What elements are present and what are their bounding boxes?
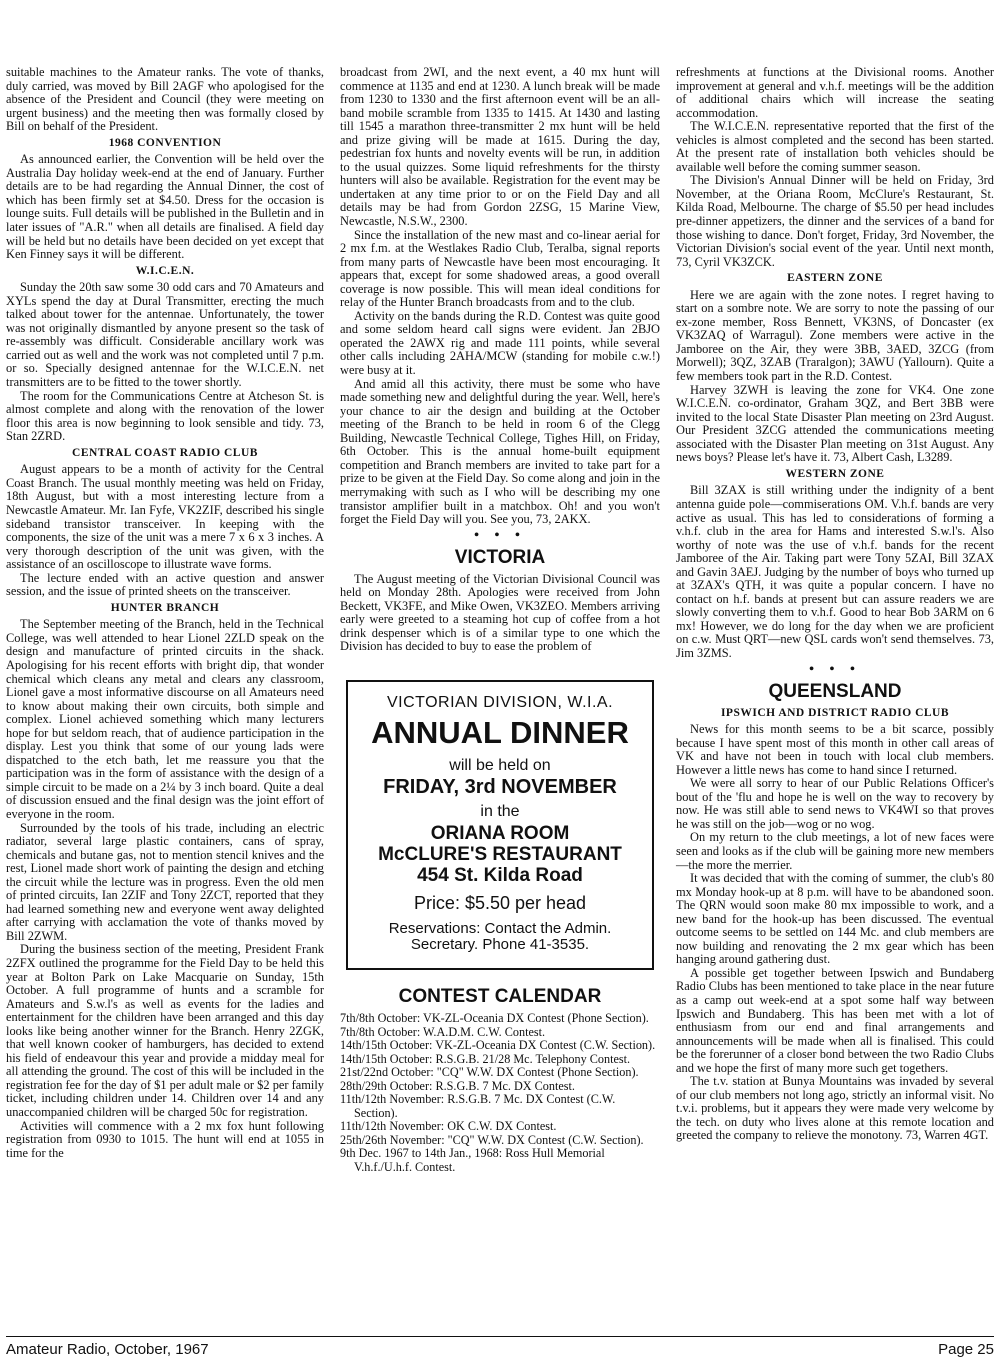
- publication-info: Amateur Radio, October, 1967: [6, 1341, 209, 1358]
- paragraph: As announced earlier, the Convention will be held over the Australia Day holiday week-end at the end of January. Further details are to be had regarding the Annual Dinner, the cost of which has been firmly set at $4.50. Dress for the occasion is lounge suits. Full details will be published in the Bulletin and in later issues of "A.R." when all details are finalised. A field day will be held but no details have been decided on yet except that Ken Finney says it will be different.: [6, 152, 324, 262]
- column-2: [340, 66, 660, 1174]
- paragraph: A possible get together between Ipswich and Bundaberg Radio Clubs has been mentioned to take place in the near future as a camp out week-end at a spot some half way between Ipswich and Bundaberg. This has been met with a lot of enthusiasm from our end and final arrangements and announcements will be made when all is finalised. This could be the forerunner of a closer bond between the two Radio Clubs and we hope the first of many more such get togethers.: [676, 965, 994, 1075]
- calendar-entry: 25th/26th November: "CQ" W.W. DX Contest (C.W. Section).: [340, 1132, 644, 1147]
- paragraph: Harvey 3ZWH is leaving the zone for VK4. One zone W.I.C.E.N. co-ordinator, Graham 3QZ, and Bert 3BB were invited to the local State Disaster Plan meeting on 23rd August. Our President 3ZCG attended the communications meeting associated with the Disaster Plan meeting on 31st August. Any news boys? Please let's have it. 73, Albert Cash, L3289.: [676, 382, 994, 465]
- paragraph: Sunday the 20th saw some 30 odd cars and 70 Amateurs and XYLs spend the day at Dural Transmitter, erecting the much talked about tower for the antennae. Unfortunately, the tower was not originally dismantled by anyone present so the task of re-assembly was difficult. Considerable ancillary work was carried out as well and the work was not completed until 7 p.m. or so. Specially designed antennae for the W.I.C.E.N. net transmitters are to be fitted to the tower shortly.: [6, 280, 324, 390]
- paragraph: suitable machines to the Amateur ranks. The vote of thanks, duly carried, was moved by Bill 2AGF who apologised for the absence of the President and Council (they were meeting on urgent business) and the meeting then was formally closed by Bill on behalf of the President.: [6, 65, 324, 134]
- paragraph: The W.I.C.E.N. representative reported that the first of the vehicles is almost completed and the second has been started. At the present rate of installation both vehicles should be available well before the coming summer season.: [676, 119, 994, 174]
- paragraph: We were all sorry to hear of our Public Relations Officer's bout of the 'flu and hope he is well on the way to recovery by now. He was still able to send news to VK4WI so that proves he was still on the job—wog or no wog.: [676, 776, 994, 831]
- section-heading-eastern-zone: EASTERN ZONE: [787, 272, 883, 285]
- paragraph: Activity on the bands during the R.D. Contest was quite good and some seldom heard call signs were evident. Jan 2BJO operated the 2AWX rig and made 111 points, while several other calls including 2AHA/MCW (standing for mobile c.w.!) were busy at it.: [340, 308, 660, 378]
- ad-date: FRIDAY, 3rd NOVEMBER: [383, 776, 617, 799]
- ad-address: 454 St. Kilda Road: [417, 865, 583, 887]
- paragraph: On my return to the club meetings, a lot of new faces were seen and looks as if the club will be gaining more new members—the more the merrier.: [676, 830, 994, 872]
- page-footer: [6, 1336, 994, 1358]
- calendar-entry: 21st/22nd October: "CQ" W.W. DX Contest (Phone Section).: [340, 1065, 639, 1080]
- page-number: Page 25: [938, 1341, 994, 1358]
- calendar-entry: 7th/8th October: VK-ZL-Oceania DX Contest (Phone Section).: [340, 1011, 649, 1026]
- section-heading-western-zone: WESTERN ZONE: [785, 467, 885, 480]
- ad-price: Price: $5.50 per head: [413, 892, 587, 913]
- paragraph: The Division's Annual Dinner will be held on Friday, 3rd November, at the Oriana Room, McClure's Restaurant, St. Kilda Road, Melbourne. The charge of $5.50 per head includes pre-dinner appetizers, the dinner and the services of a band for those wishing to dance. Don't forget, Friday, 3rd November, the Victorian Division's social event of the year. Until next month, 73, Cyril VK3ZCK.: [676, 173, 994, 269]
- column-1: [6, 66, 324, 1160]
- paragraph: During the business section of the meeting, President Frank 2ZFX outlined the programme for the Field Day to be held this year at Bolton Park on Lake Macquarie on Sunday, 15th October. A full programme of hunts and a scramble for Amateurs and S.w.l's as well as events for the ladies and entertainment for the children have been arranged and this day looks like being another winner for the Branch. Henry 2ZGK, that well known cooker of hamburgers, has decided to extend his field of endeavour this year and provide a midday meal for all attending the ground. The cost of this will be included in the registration fee for the day of $1 per adult male or $2 per family ticket, including children under 14. Children over 14 and any unaccompanied children will be charged 50c for registration.: [6, 942, 324, 1120]
- ad-organisation: VICTORIAN DIVISION, W.I.A.: [386, 693, 614, 711]
- calendar-entry: 14th/15th October: R.S.G.B. 21/28 Mc. Telephony Contest.: [340, 1051, 631, 1066]
- ad-title: ANNUAL DINNER: [371, 714, 629, 750]
- column-3: [676, 66, 994, 1143]
- calendar-entry: 14th/15th October: VK-ZL-Oceania DX Contest (C.W. Section).: [340, 1038, 656, 1053]
- ad-restaurant: McCLURE'S RESTAURANT: [378, 843, 622, 865]
- calendar-entry: 9th Dec. 1967 to 14th Jan., 1968: Ross Hull Memorial V.h.f./U.h.f. Contest.: [340, 1146, 605, 1174]
- ad-text: will be held on: [449, 756, 551, 774]
- paragraph: And amid all this activity, there must be some who have made something new and delightful during the year. Well, here's your chance to air the design and building at the October meeting of the Branch to be held in room 6 of the Clegg Building, Newcastle Technical College, Tighes Hill, on Friday, 6th October. This is the annual home-built equipment competition and Branch members are invited to take part for a prize to be given at the Field Day. So come along and join in the merrymaking with such as I who will be describing my one transistor amplifier built in a matchbox. Oh! and you won't forget the Field Day will you. See you, 73, 2AKX.: [340, 376, 660, 527]
- paragraph: The t.v. station at Bunya Mountains was invaded by several of our club members not long ago, strictly an informal visit. No t.v.i. problems, but it appears they were made very welcome by the tech. on duty who lives alone at this remote location and greeted the company to relieve the monotony. 73, Warren 4GT.: [676, 1074, 994, 1143]
- contest-calendar: [340, 1012, 660, 1174]
- ad-venue: ORIANA ROOM: [430, 822, 570, 844]
- paragraph: Bill 3ZAX is still writhing under the indignity of a bent antenna guide pole—commiserations OM. V.h.f. bands are very active as usual. This has led to considerations of forming a v.h.f. club in the area for Hams and interested S.w.l's. Also worthy of note was the use of v.h.f. bands for the recent Jamboree of the Air. Taking part were Tony 5ZAI, Bill 3ZAX and Gavin 3AEJ. Judging by the number of boys who turned up at 3ZAX's QTH, it was quite a popular concern. I have no contact on h.f. bands at present but can assure readers we are slowly converting them to v.h.f. Good to hear Bob 3ARM on 6 mx! However, we do long for the day when we are proficient on c.w. Must QRT—new QSL cards won't send themselves. 73, Jim 3ZMS.: [676, 483, 994, 660]
- paragraph: Activities will commence with a 2 mx fox hunt following registration from 0930 to 1015. The hunt will end at 1055 in time for the: [6, 1118, 324, 1160]
- paragraph: It was decided that with the coming of summer, the club's 80 mx Monday hook-up at 8 p.m. will have to be abandoned soon. The QRN would soon make 80 mx impossible to work, and a new band for the hook-up has been discussed. The eventual outcome seems to be settled on 144 Mc. and club members are now building and renovating the 2 mx gear which has been hanging around gathering dust.: [676, 871, 994, 967]
- paragraph: Since the installation of the new mast and co-linear aerial for 2 mx f.m. at the Westlakes Radio Club, Teralba, signal reports from many parts of Newcastle have been most encouraging. It appears that, except for some shadowed areas, a good overall coverage is now possible. This will mean ideal conditions for relay of the Hunter Branch broadcasts from and to the club.: [340, 227, 660, 310]
- paragraph: Here we are again with the zone notes. I regret having to start on a sombre note. We are sorry to note the passing of our ex-zone member, Ross Bennett, VK3NS, of Doncaster (ex VK3ZAQ of Warragul). Zone members were active in the Jamboree on the Air, they were 3BB, 3AED, 3ZCG (from Morwell); 3QZ, 3ZAB (Traralgon); 3AWU (Yallourn). Quite a few members took part in the R.D. Contest.: [676, 287, 994, 384]
- paragraph: News for this month seems to be a bit scarce, possibly because I have spent most of this month in other call areas of VK and have not been in touch with local club members. However a little news has come to hand since I returned.: [676, 722, 994, 777]
- ad-text: in the: [480, 802, 520, 820]
- region-heading-victoria: VICTORIA: [454, 546, 546, 568]
- calendar-entry: 7th/8th October: W.A.D.M. C.W. Contest.: [340, 1024, 546, 1039]
- calendar-entry: 28th/29th October: R.S.G.B. 7 Mc. DX Contest.: [340, 1078, 575, 1093]
- section-heading-central-coast: CENTRAL COAST RADIO CLUB: [72, 446, 258, 459]
- paragraph: Surrounded by the tools of his trade, including an electric radiator, several large plastic containers, cans of spray, chemicals and butane gas, not to mention stencil knives and the rest, Lionel made short work of painting the design and etching the circuit while the lecture was in progress. Even the old men of printed circuits, Ian 2ZIF and Tony 2ZCT, reported that they had learned something new and everyone went away delighted after carrying with acclamation the vote of thanks moved by Bill 2ZWM.: [6, 820, 324, 943]
- annual-dinner-advertisement: [346, 680, 654, 970]
- paragraph: August appears to be a month of activity for the Central Coast Branch. The usual monthly meeting was held on Friday, 18th August, but with a most interesting lecture from a Newcastle Amateur. Mr. Ian Fyfe, VK2ZIF, described his single sideband transistor transceiver. In keeping with the components, the size of the unit was a mere 7 x 6 x 3 inches. A very thorough description of the unit was given, with the assistance of an oscilloscope to illustrate wave forms.: [6, 462, 324, 572]
- ad-phone: Secretary. Phone 41-3535.: [410, 936, 590, 954]
- section-heading-convention: 1968 CONVENTION: [108, 136, 222, 149]
- paragraph: broadcast from 2WI, and the next event, a 40 mx hunt will commence at 1135 and end at 1230. A lunch break will be made from 1230 to 1330 and the first afternoon event will be an all-band mobile scramble from 1335 to 1415. At 1430 and lasting till 1545 a marathon three-transmitter 2 mx hunt will be held and prize giving will be made at 1615. During the day, pedestrian fox hunts and novelty events will be run, in addition to the usual quizzes. Some liquid refreshments for the thirsty hunters will also be available. Registration for the event may be undertaken at any time prior to or on the Field Day and all details may be had from Gordon 2ZSG, 15 Marine View, Newcastle, N.S.W., 2300.: [340, 65, 660, 229]
- section-divider: • • •: [809, 661, 861, 677]
- paragraph: The August meeting of the Victorian Divisional Council was held on Monday 28th. Apologies were received from John Beckett, VK3FE, and Mike Owen, VK3ZEO. Members arriving early were greeted to a steaming hot cup of coffee from a hot drink despenser which is of a similar type to one which the Division has decided to buy to ease the problem of: [340, 571, 660, 654]
- paragraph: refreshments at functions at the Divisional rooms. Another improvement at general and v.h.f. meetings will be the addition of additional chairs which will increase the seating accommodation.: [676, 65, 994, 120]
- calendar-entry: 11th/12th November: OK C.W. DX Contest.: [340, 1119, 557, 1134]
- paragraph: The lecture ended with an active question and answer session, and the issue of printed sheets on the transceiver.: [6, 570, 324, 599]
- section-heading-hunter-branch: HUNTER BRANCH: [110, 601, 220, 614]
- ad-reservations: Reservations: Contact the Admin.: [388, 919, 612, 937]
- region-heading-queensland: QUEENSLAND: [768, 680, 902, 702]
- paragraph: The September meeting of the Branch, held in the Technical College, was well attended to hear Lionel 2ZLD speak on the design and manufacture of printed circuits in the shack. Apologising for his recent efforts with bright dip, that wonder chemical which cleans any metal and clears any classroom, Lionel gave a most informative discourse on all Amateurs need to know about making their own circuits, both simple and complex. Lionel achieved something which many lecturers hope for but seldom reach, that of audience participation in the display. Lest you think that some of our young lads were dispatched to the etch bath, let me reassure you that the participation was in the form of assistance with the design of a simple circuit to be made on a 2¼ by 3 inch board. Quite a deal of discussion ensued and the final design was the joint effort of everyone in the room.: [6, 617, 324, 821]
- contest-calendar-heading: CONTEST CALENDAR: [398, 986, 602, 1008]
- calendar-entry: 11th/12th November: R.S.G.B. 7 Mc. DX Contest (C.W. Section).: [340, 1092, 616, 1120]
- section-heading-wicen: W.I.C.E.N.: [135, 264, 195, 277]
- section-heading-ipswich: IPSWICH AND DISTRICT RADIO CLUB: [720, 706, 950, 719]
- section-divider: • • •: [474, 527, 526, 543]
- paragraph: The room for the Communications Centre at Atcheson St. is almost complete and along with the renovation of the lower floor this area is now beginning to look sensible and tidy. 73, Stan 2ZRD.: [6, 388, 324, 444]
